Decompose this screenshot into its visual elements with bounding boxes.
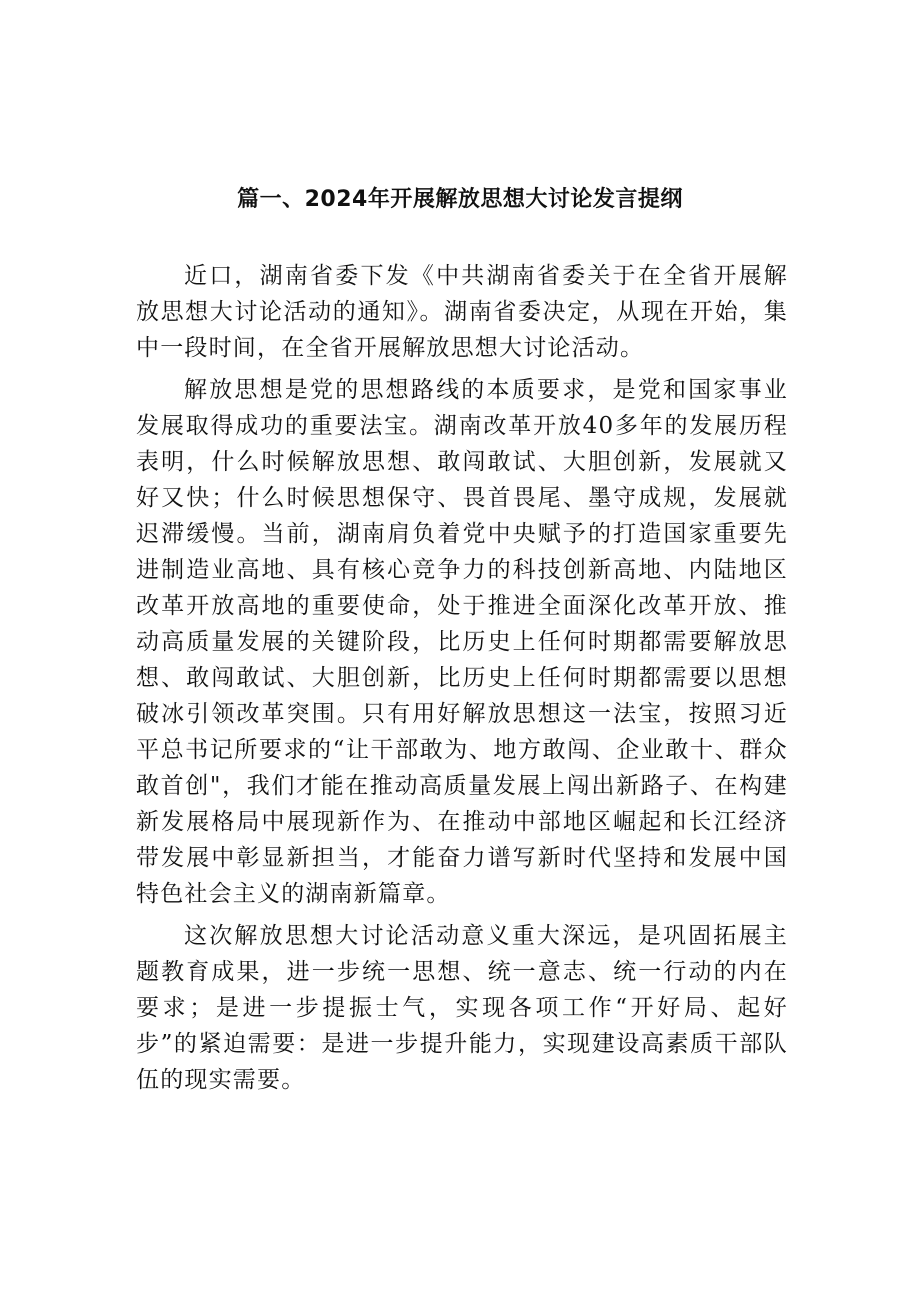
paragraph-meaning: 这次解放思想大讨论活动意义重大深远，是巩固拓展主题教育成果，进一步统一思想、统一意志、统一行动的内在要求；是进一步提振士气，实现各项工作“开好局、起好步”的紧迫需要：是进一步提升能力，实现建设高素质干部队伍的现实需要。 xyxy=(136,923,788,1093)
document-title: 篇一、2024年开展解放思想大讨论发言提纲 xyxy=(237,187,683,212)
document-body xyxy=(136,258,788,1104)
paragraph-notice: 近口，湖南省委下发《中共湖南省委关于在全省开展解放思想大讨论活动的通知》。湖南省委决定，从现在开始，集中一段时间，在全省开展解放思想大讨论活动。 xyxy=(136,263,788,361)
paragraph-significance: 解放思想是党的思想路线的本质要求，是党和国家事业发展取得成功的重要法宝。湖南改革开放40多年的发展历程表明，什么时候解放思想、敢闯敢试、大胆创新，发展就又好又快；什么时候思想保守、畏首畏尾、墨守成规，发展就迟滞缓慢。当前，湖南肩负着党中央赋予的打造国家重要先进制造业高地、具有核心竞争力的科技创新高地、内陆地区改革开放高地的重要使命，处于推进全面深化改革开放、推动高质量发展的关键阶段，比历史上任何时期都需要解放思想、敢闯敢试、大胆创新，比历史上任何时期都需要以思想破冰引领改革突围。只有用好解放思想这一法宝，按照习近平总书记所要求的“让干部敢为、地方敢闯、企业敢十、群众敢首创"，我们才能在推动高质量发展上闯出新路子、在构建新发展格局中展现新作为、在推动中部地区崛起和长江经济带发展中彰显新担当，才能奋力谱写新时代坚持和发展中国特色社会主义的湖南新篇章。 xyxy=(136,377,788,907)
